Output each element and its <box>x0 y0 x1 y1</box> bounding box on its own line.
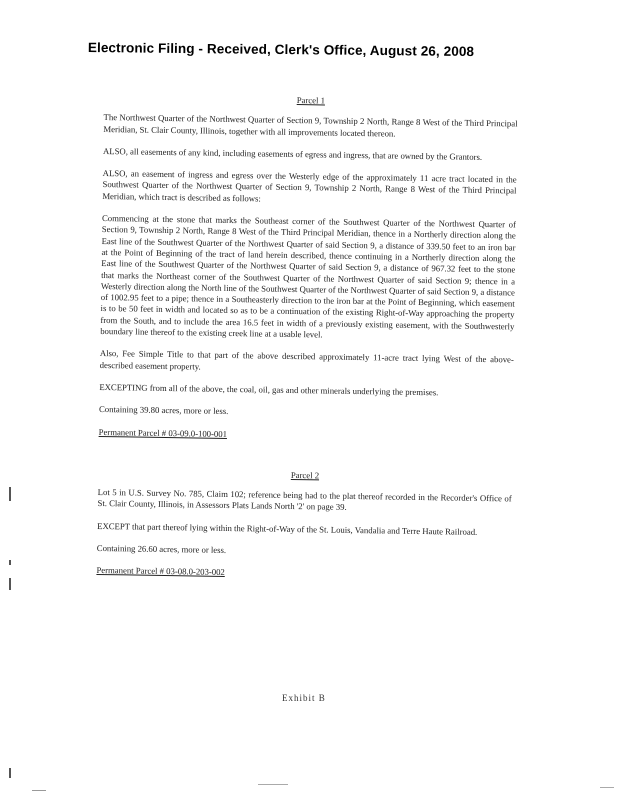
parcel-1-paragraph: EXCEPTING from all of the above, the coal, oil, gas and other minerals underlying the premises. <box>99 381 439 398</box>
parcel-1-paragraph: Also, Fee Simple Title to that part of the above described approximately 11-acre tract lying West of the above-described easement property. <box>99 348 514 372</box>
parcel-2-paragraph: Lot 5 in U.S. Survey No. 785, Claim 102; reference being had to the plat thereof recorded in the Recorder's Office of St. Clair County, Illinois, in Assessors Plats Lands North '2' on page 39. <box>97 487 512 513</box>
parcel-1-heading: Parcel 1 <box>296 95 326 106</box>
filing-header: Electronic Filing - Received, Clerk's Office, August 26, 2008 <box>87 40 475 60</box>
parcel-1-permanent-parcel-number: Permanent Parcel # 03-09.0-100-001 <box>98 426 228 439</box>
parcel-1-paragraph: Containing 39.80 acres, more or less. <box>98 404 229 417</box>
parcel-1-paragraph: The Northwest Quarter of the Northwest Quarter of Section 9, Township 2 North, Range 8 West of the Third Principal Meridian, St. Clair County, Illinois, together with all improvements located thereon. <box>103 112 518 139</box>
document-body <box>96 92 518 594</box>
scan-artifact <box>9 560 11 565</box>
exhibit-label: Exhibit B <box>282 693 326 703</box>
scan-artifact <box>32 790 46 791</box>
parcel-1-paragraph: ALSO, an easement of ingress and egress over the Westerly edge of the approximately 11 acre tract located in the Southwest Quarter of the Northwest Quarter of Section 9, Township 2 North, Range 8 West of the Third Principal Meridian, which tract is described as follows: <box>102 168 517 204</box>
scan-artifact <box>258 784 288 785</box>
parcel-2-permanent-parcel <box>96 565 510 583</box>
scan-artifact <box>9 768 11 778</box>
scan-artifact <box>9 578 11 590</box>
parcel-2-paragraph: EXCEPT that part thereof lying within the Right-of-Way of the St. Louis, Vandalia and Terre Haute Railroad. <box>97 520 478 537</box>
parcel-2-heading: Parcel 2 <box>290 469 320 481</box>
parcel-1-permanent-parcel <box>99 426 513 444</box>
parcel-2-permanent-parcel-number: Permanent Parcel # 03-08.0-203-002 <box>96 565 225 578</box>
parcel-2-paragraph: Containing 26.60 acres, more or less. <box>96 542 227 555</box>
scan-artifact <box>9 487 11 501</box>
parcel-1-paragraph: ALSO, all easements of any kind, including easements of egress and ingress, that are owned by the Grantors. <box>102 145 483 162</box>
scan-artifact <box>600 787 614 788</box>
parcel-1-paragraph: Commencing at the stone that marks the Southeast corner of the Southwest Quarter of the Northwest Quarter of Section 9, Township 2 North, Range 8 West of the Third Principal Meridian, thence in a Northerly direction along the East line of the Southwest Quarter of the Northwest Quarter of said Section 9, a distance of 339.50 feet to an iron bar at the Point of Beginning of the tract of land herein described, thence continuing in a Northerly direction along the East line of the Southwest Quarter of the Northwest Quarter of said Section 9, a distance of 967.32 feet to the stone that marks the Northeast corner of the Southwest Quarter of the Northwest Quarter of said Section 9; thence in a Westerly direction along the North line of the Southwest Quarter of the Northwest Quarter of said Section 9, a distance of 1002.95 feet to a pipe; thence in a Southeasterly direction to the iron bar at the Point of Beginning, which easement is to be 50 feet in width and located so as to be a continuation of the existing Right-of-Way approaching the property from the South, and to include the area 16.5 feet in width of a previously existing easement, with the Southwesterly boundary line thereof to the existing creek line at a usable level. <box>100 213 517 340</box>
